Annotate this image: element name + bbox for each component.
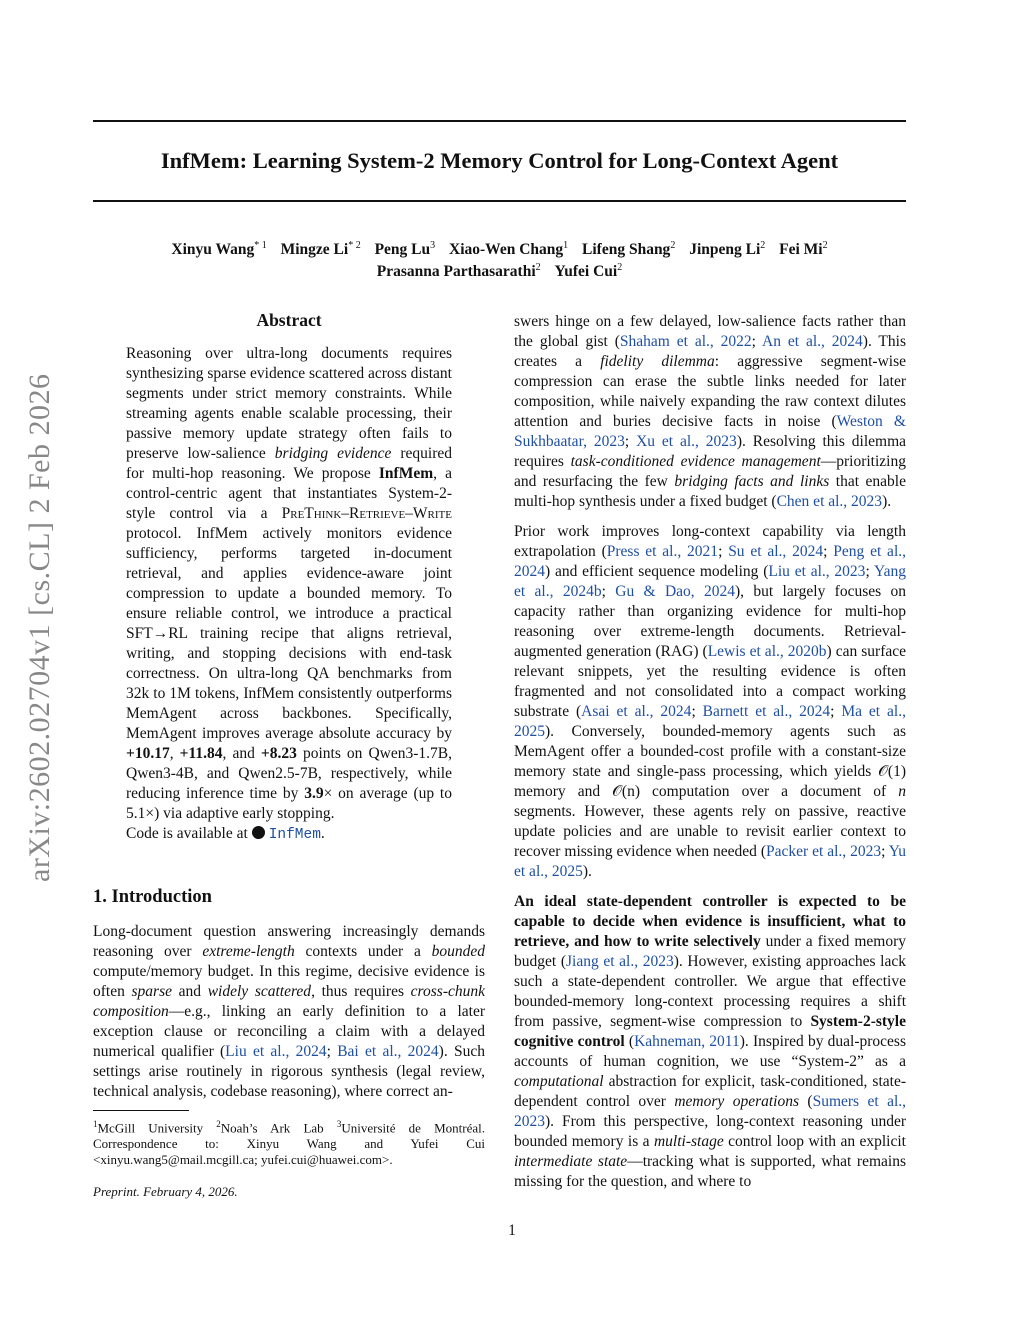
citation-link[interactable]: Yu et al., 2025 [514, 843, 907, 880]
citation-link[interactable]: Chen et al., 2023 [776, 493, 883, 510]
paper-title: InfMem: Learning System-2 Memory Control for Long-Context Agent [160, 148, 839, 173]
section-heading-introduction: 1. Introduction [93, 887, 212, 907]
citation-link[interactable]: Weston & Sukhbaatar, 2023 [514, 413, 906, 450]
page-number: 1 [508, 1222, 516, 1239]
citation-link[interactable]: Gu & Dao, 2024 [615, 583, 736, 600]
citation-link[interactable]: Peng et al., 2024 [514, 543, 906, 580]
citation-link[interactable]: Shaham et al., 2022 [619, 333, 752, 350]
author: Jinpeng Li$^2$ [689, 240, 766, 259]
citation-link[interactable]: Xu et al., 2023 [636, 433, 737, 450]
author: Lifeng Shang$^2$ [582, 240, 676, 259]
author: Yufei Cui$^2$ [554, 262, 623, 281]
author: Prasanna Parthasarathi$^2$ [376, 262, 541, 281]
math: 𝒪(1) [878, 763, 906, 780]
citation-link[interactable]: An et al., 2024 [762, 333, 863, 350]
preprint-notice: Preprint. February 4, 2026. [93, 1184, 238, 1199]
author: Mingze Li$^{* 2}$ [280, 240, 361, 259]
code-link[interactable]: InfMem [268, 827, 321, 843]
citation-link[interactable]: Kahneman, 2011 [634, 1033, 740, 1050]
introduction-right-column [514, 312, 906, 1192]
citation-link[interactable]: Packer et al., 2023 [766, 843, 882, 860]
citation-link[interactable]: Barnett et al., 2024 [702, 703, 831, 720]
paragraph: Prior work improves long-context capability via length extrapolation (Press et al., 2021; Su et al., 2024; Peng et al., 2024) and efficient sequence modeling (Liu et al., 2023; Yang et al., 2024b; Gu & Dao, 2024), but largely focuses on capacity rather than organizing evidence for multi-hop reasoning over extreme-length documents. Retrieval-augmented generation (RAG) (Lewis et al., 2020b) can surface relevant snippets, yet the resulting evidence is often fragmented and not consolidated into a compact working substrate (Asai et al., 2024; Barnett et al., 2024; Ma et al., 2025). Conversely, bounded-memory agents such as MemAgent offer a bounded-cost profile with a constant-size memory state and single-pass processing, which yields 𝒪(1) memory and 𝒪(n) computation over a document of n segments. However, these agents rely on passive, reactive update policies and are unable to revisit earlier context to recover missing evidence when needed (Packer et al., 2023; Yu et al., 2025). [514, 523, 907, 880]
title-rule-bottom [93, 200, 906, 202]
citation-link[interactable]: Press et al., 2021 [606, 543, 719, 560]
math: n [898, 783, 906, 800]
abstract-heading: Abstract [256, 310, 322, 330]
introduction-left-body: Long-document question answering increasingly demands reasoning over extreme-length contexts under a bounded compute/memory budget. In this regime, decisive evidence is often sparse and widely scattered, thus requires cross-chunk composition—e.g., linking an early definition to a later exception clause or reconciling a claim with a delayed numerical qualifier (Liu et al., 2024; Bai et al., 2024). Such settings arise routinely in rigorous synthesis (legal review, technical analysis, codebase reasoning), where correct an- [93, 923, 485, 1100]
author: Xinyu Wang$^{* 1}$ [171, 240, 267, 259]
author: Fei Mi$^2$ [779, 240, 828, 259]
footnote-rule [93, 1110, 189, 1111]
title-rule-top [93, 120, 906, 122]
citation-link[interactable]: Ma et al., 2025 [514, 703, 906, 740]
citation-link[interactable]: Sumers et al., 2023 [514, 1093, 907, 1130]
citation-link[interactable]: Jiang et al., 2023 [565, 953, 674, 970]
affiliation-footnote: $^1$McGill University $^2$Noah’s Ark Lab $^3$Université de Montréal. Correspondence to: Xinyu Wang and Yufei Cui <xinyu.wang5@mail.mcgill.ca; yufei.cui@huawei.com>. [93, 1119, 486, 1168]
author: Xiao-Wen Chang$^1$ [449, 240, 569, 259]
github-icon [252, 826, 265, 839]
citation-link[interactable]: Bai et al., 2024 [337, 1043, 439, 1060]
citation-link[interactable]: Su et al., 2024 [728, 543, 824, 560]
author: Peng Lu$^3$ [374, 240, 436, 259]
citation-link[interactable]: Asai et al., 2024 [581, 703, 692, 720]
abstract-body: Reasoning over ultra-long documents requires synthesizing sparse evidence scattered across distant segments under strict memory constraints. While streaming agents enable scalable processing, their passive memory update strategy often fails to preserve low-salience bridging evidence required for multi-hop reasoning. We propose InfMem, a control-centric agent that instantiates System-2-style control via a PreThink–Retrieve–Write protocol. InfMem actively monitors evidence sufficiency, performs targeted in-document retrieval, and applies evidence-aware joint compression to update a bounded memory. To ensure reliable control, we introduce a practical SFT→RL training recipe that aligns retrieval, writing, and stopping decisions with end-task correctness. On ultra-long QA benchmarks from 32k to 1M tokens, InfMem consistently outperforms MemAgent across backbones. Specifically, MemAgent improves average absolute accuracy by +10.17, +11.84, and +8.23 points on Qwen3-1.7B, Qwen3-4B, and Qwen2.5-7B, respectively, while reducing inference time by 3.9× on average (up to 5.1×) via adaptive early stopping. Code is available at InfMem. [126, 345, 452, 843]
paragraph: swers hinge on a few delayed, low-salience facts rather than the global gist (Shaham et al., 2022; An et al., 2024). This creates a fidelity dilemma: aggressive segment-wise compression can erase the subtle links needed for later composition, while naively expanding the raw context dilutes attention and buries decisive facts in noise (Weston & Sukhbaatar, 2023; Xu et al., 2023). Resolving this dilemma requires task-conditioned evidence management—prioritizing and resurfacing the few bridging facts and links that enable multi-hop synthesis under a fixed budget (Chen et al., 2023). [514, 313, 907, 510]
citation-link[interactable]: Liu et al., 2023 [768, 563, 866, 580]
citation-link[interactable]: Liu et al., 2024 [225, 1043, 327, 1060]
author-list-line2 [93, 257, 906, 283]
paragraph: An ideal state-dependent controller is expected to be capable to decide when evidence is insufficient, what to retrieve, and how to write selectively under a fixed memory budget (Jiang et al., 2023). However, existing approaches lack such a state-dependent controller. We argue that effective bounded-memory long-context processing requires a shift from passive, segment-wise compression to System-2-style cognitive control (Kahneman, 2011). Inspired by dual-process accounts of human cognition, we use “System-2” as a computational abstraction for explicit, task-conditioned, state-dependent control over memory operations (Sumers et al., 2023). From this perspective, long-context reasoning under bounded memory is a multi-stage control loop with an explicit intermediate state—tracking what is supported, what remains missing for the question, and where to [514, 893, 907, 1190]
math: 𝒪(n) [612, 783, 640, 800]
arxiv-identifier: arXiv:2602.02704v1 [cs.CL] 2 Feb 2026 [23, 373, 56, 882]
citation-link[interactable]: Lewis et al., 2020b [707, 643, 827, 660]
citation-link[interactable]: Yang et al., 2024b [514, 563, 906, 600]
